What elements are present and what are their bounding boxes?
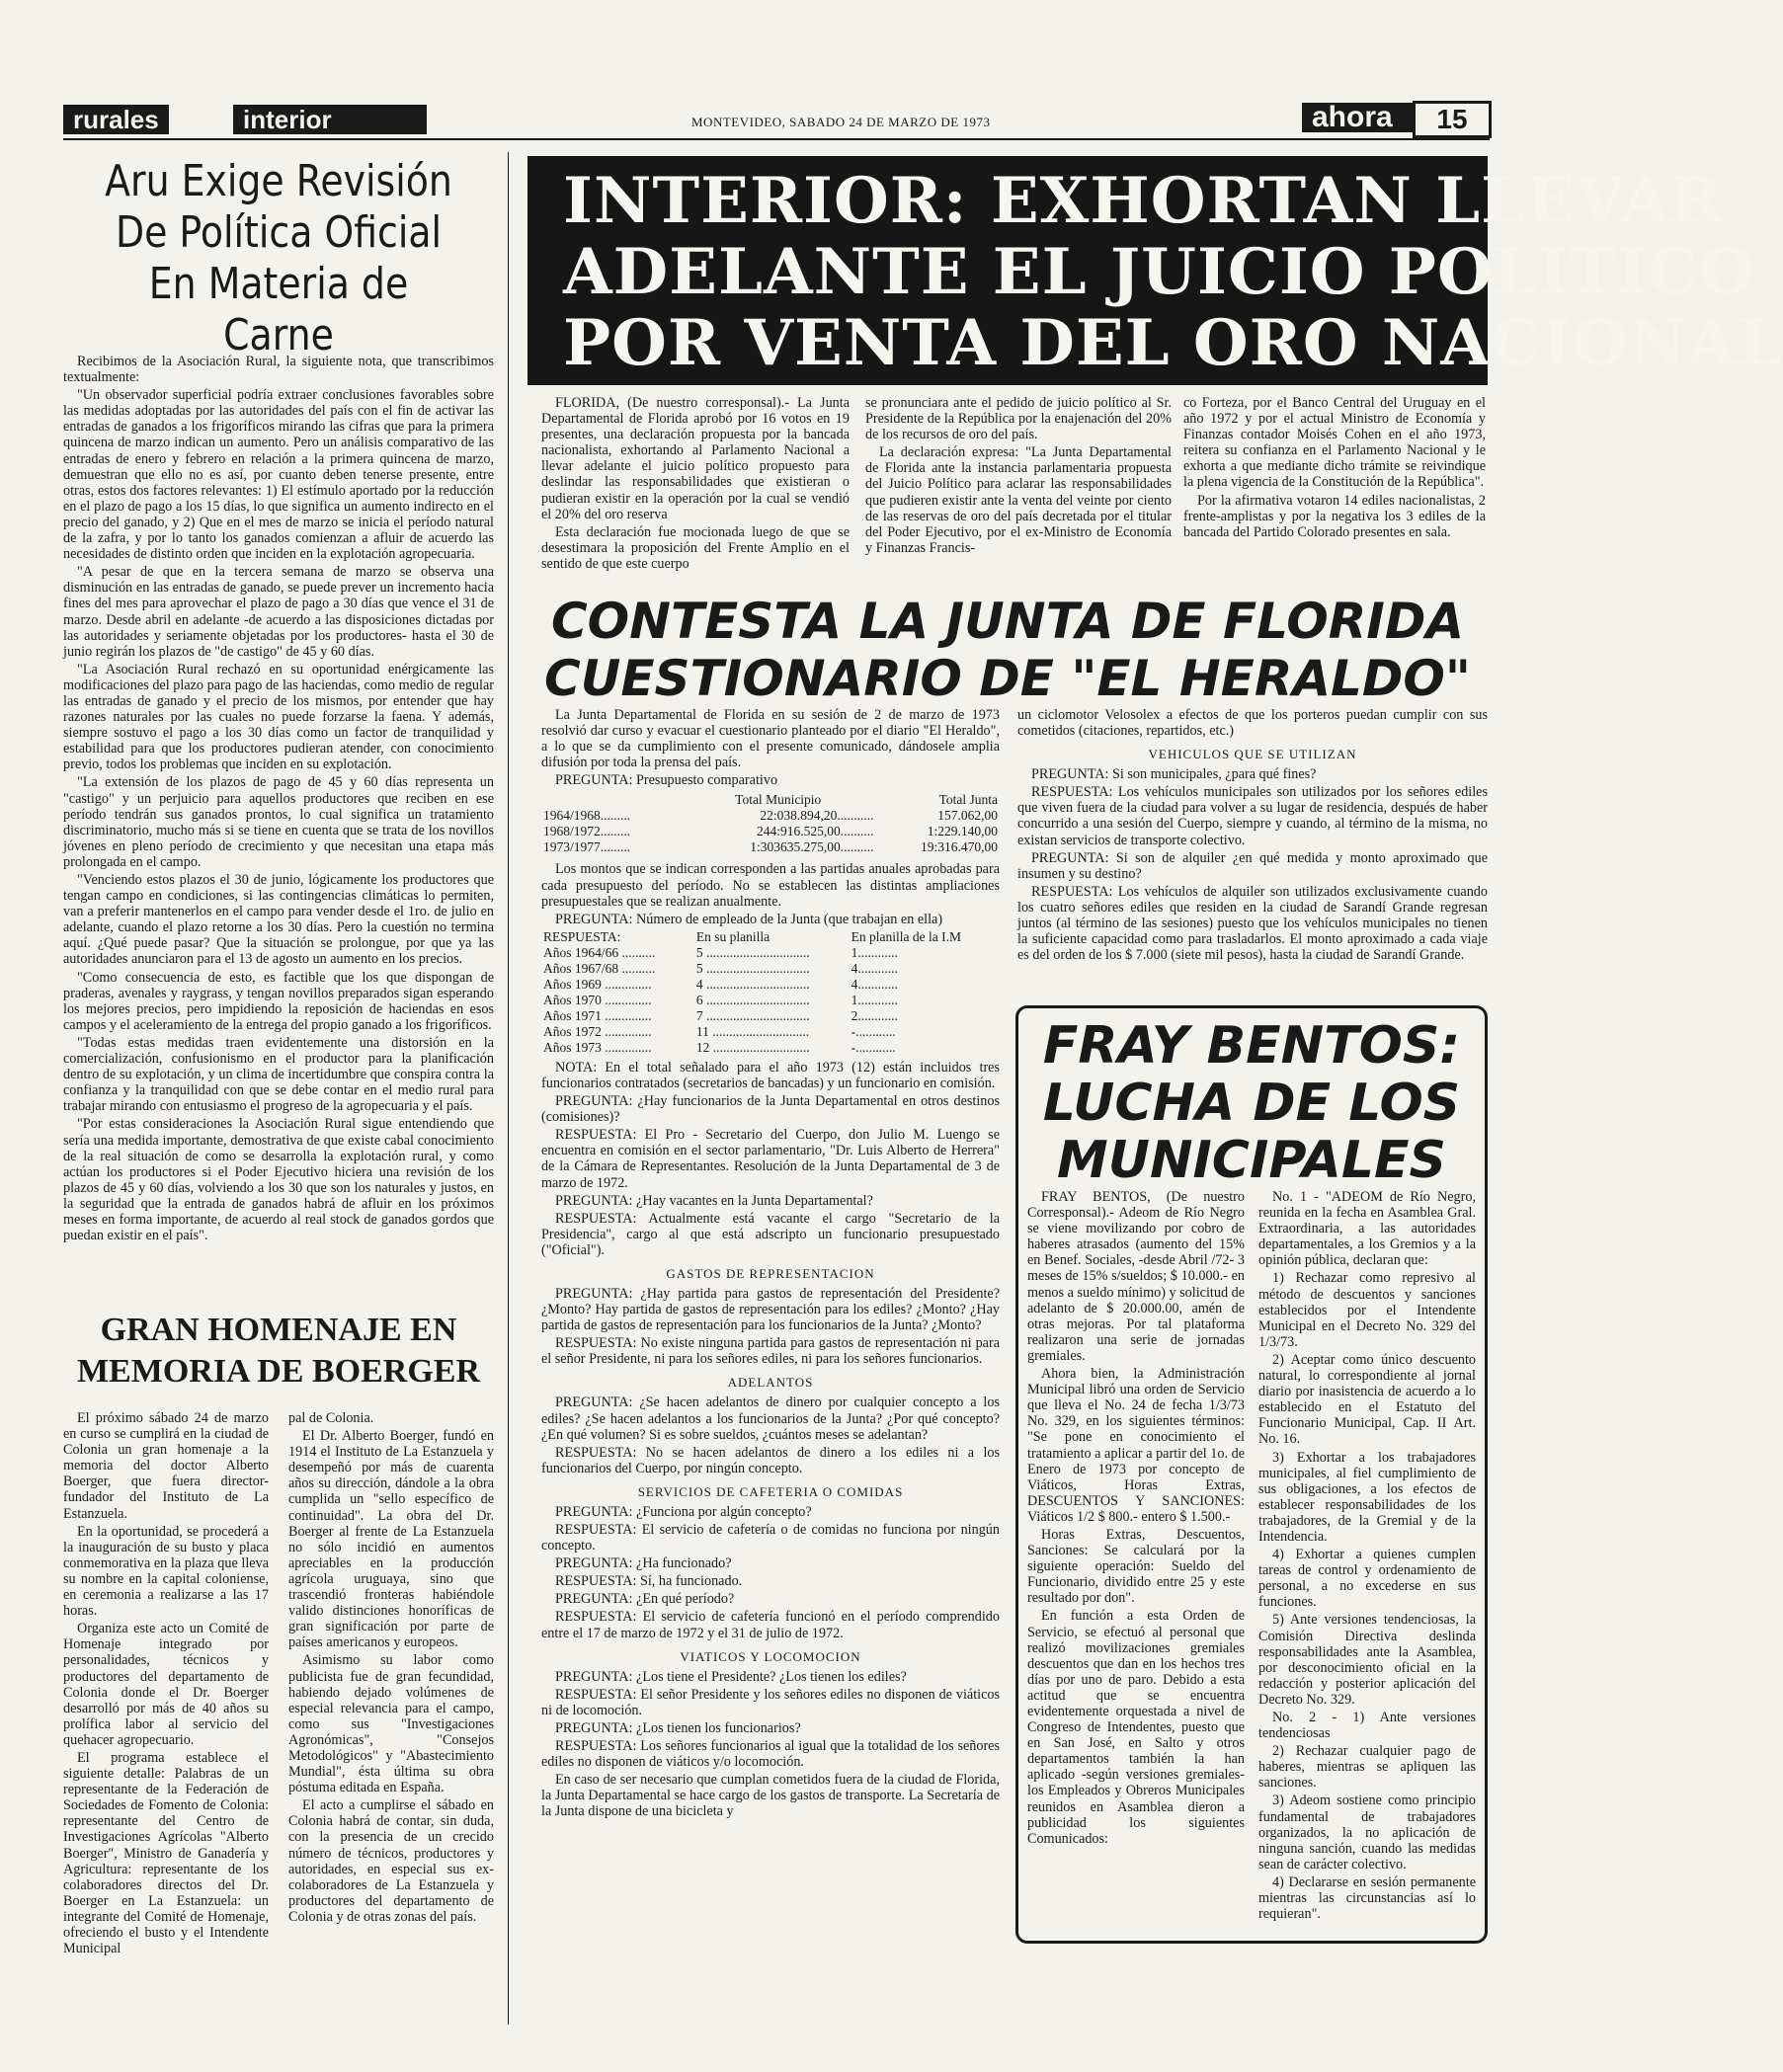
- budget-row: [541, 824, 1000, 839]
- staff-cell: 11 .............................: [695, 1023, 810, 1039]
- heraldo-paragraph: PREGUNTA: ¿Hay partida para gastos de representación del Presidente? ¿Monto? Hay partida de gastos de representación para los ediles? ¿Monto? ¿Hay partida de gastos de representación para los funcionarios de la Junta? ¿Monto?: [541, 1285, 1000, 1334]
- fray-headline-line: FRAY BENTOS:: [1042, 1016, 1461, 1076]
- subheading-viaticos: VIATICOS Y LOCOMOCION: [680, 1648, 861, 1664]
- interior-paragraph: Por la afirmativa votaron 14 ediles nacionalistas, 2 frente-amplistas y por la negativa los 3 ediles de la bancada del Partido Colorado presentes en sala.: [1183, 492, 1486, 540]
- staff-cell: 5 ...............................: [695, 944, 810, 960]
- fray-column-1: [1027, 1189, 1245, 1849]
- heraldo-main-column: [541, 707, 1000, 1822]
- staff-header-cell: En planilla de la I.M: [851, 928, 961, 944]
- aru-paragraph: "La Asociación Rural rechazó en su oportunidad enérgicamente las modificaciones del plazo para pago de las haciendas, como medio de regular las entradas de ganado y el precio de los mismos, por entender que hay razones naturales por las cuales no puede forzarse la faena. Y además, siempre sostuvo el pago a los 30 días como un factor de tranquilidad y estabilidad para que los productores pudieran atender, con conocimiento previo, todos los problemas que inciden en su explotación.: [63, 661, 494, 773]
- staff-table: [541, 929, 1000, 1056]
- staff-cell: 1............: [851, 944, 898, 960]
- fray-paragraph: 5) Ante versiones tendenciosas, la Comisión Directiva deslinda responsabilidades ante la Asamblea, por desconocimiento oficial en la redacción y posterior aplicación del Decreto No. 329.: [1258, 1612, 1476, 1708]
- subheading-vehiculos: VEHICULOS QUE SE UTILIZAN: [1148, 747, 1357, 762]
- interior-paragraph: co Forteza, por el Banco Central del Uruguay en el año 1972 y por el actual Ministro de Economía y Finanzas contador Moisés Cohen en el año 1973, reitera su confianza en el Parlamento Nacional y le exhorta a que mediante dicho trámite se reivindique la plena vigencia de la Constitución de la República".: [1183, 395, 1486, 491]
- heraldo-intro: La Junta Departamental de Florida en su sesión de 2 de marzo de 1973 resolvió dar curso y evacuar el cuestionario planteado por el diario "El Heraldo", a lo que se da cumplimiento con el presente comunicado, dándosele amplia difusión por toda la prensa del país.: [541, 707, 1000, 771]
- staff-cell: 12 .............................: [695, 1039, 810, 1055]
- subheading-cafeteria: SERVICIOS DE CAFETERIA O COMIDAS: [637, 1483, 904, 1499]
- header-rule: [63, 138, 1490, 140]
- interior-column-1: [541, 395, 850, 574]
- staff-row: [541, 977, 1000, 993]
- budget-row: [541, 839, 1000, 855]
- fray-paragraph: 3) Adeom sostiene como principio fundamental de trabajadores organizados, la no aplicación de ninguna sanción, cuando las medidas sean de carácter colectivo.: [1258, 1793, 1476, 1873]
- fray-paragraph: No. 1 - "ADEOM de Río Negro, reunida en la fecha en Asamblea Gral. Extraordinaria, a las autoridades departamentales, a los Gremios y a la opinión pública, declaran que:: [1258, 1189, 1476, 1269]
- fray-headline-line: MUNICIPALES: [1056, 1131, 1447, 1190]
- interior-paragraph: La declaración expresa: "La Junta Departamental de Florida ante la instancia parlamentaria propuesta del Juicio Político para aclarar las responsabilidades que pudieren existir ante la venta del veinte por ciento de las reservas de oro del país decretada por el titular del Poder Ejecutivo, por el ex-Ministro de Economía y Finanzas Francis-: [865, 444, 1172, 556]
- heraldo-paragraph: NOTA: En el total señalado para el año 1973 (12) están incluidos tres funcionarios contratados (secretarios de bancadas) y un funcionario en comisión.: [541, 1059, 1000, 1091]
- heraldo-paragraph: PREGUNTA: ¿Los tienen los funcionarios?: [555, 1719, 801, 1736]
- interior-column-2: [865, 395, 1172, 558]
- aru-paragraph: "A pesar de que en la tercera semana de marzo se observa una disminución en las entradas de ganado, se puede prever un incremento hacia fines del mes para aprovechar el plazo de pago a 30 días que vence el 31 de marzo. Desde abril en adelante -de acuerdo a las disposiciones dictadas por las autoridades y seriamente objetadas por los productores- hasta el 30 de junio regirán los plazos de "de castigo" de 45 y 60 días.: [63, 564, 494, 660]
- staff-cell: 4............: [851, 960, 898, 976]
- staff-header-cell: En su planilla: [695, 928, 770, 944]
- staff-cell: 5 ...............................: [695, 960, 810, 976]
- budget-cell: 22:038.894,20...........: [760, 808, 874, 824]
- page-number: 15: [1413, 101, 1492, 138]
- interior-paragraph: se pronunciara ante el pedido de juicio político al Sr. Presidente de la República por la enajenación del 20% de los recursos de oro del país.: [865, 395, 1172, 443]
- heraldo-paragraph: RESPUESTA: El servicio de cafetería funcionó en el período comprendido entre el 17 de marzo de 1972 y el 31 de julio de 1972.: [541, 1609, 1000, 1641]
- heraldo-paragraph: PREGUNTA: ¿En qué período?: [555, 1591, 735, 1608]
- section-tag-interior: interior: [233, 105, 427, 134]
- heraldo-paragraph: PREGUNTA: ¿Los tiene el Presidente? ¿Los tienen los ediles?: [555, 1668, 907, 1685]
- heraldo-paragraph: PREGUNTA: Si son municipales, ¿para qué fines?: [1031, 766, 1317, 783]
- heraldo-paragraph: RESPUESTA: No existe ninguna partida para gastos de representación ni para el señor Presidente, ni para los señores ediles, ni para los señores funcionarios.: [541, 1335, 1000, 1368]
- homenaje-column-1: [63, 1410, 269, 1958]
- staff-cell: 1............: [851, 992, 898, 1007]
- aru-paragraph: "Por estas consideraciones la Asociación Rural sigue entendiendo que sería una medida importante, demostrativa de que existe cabal conocimiento de la real situación de como se desarrolla la explotación rural, y como actúan los productores si el Poder Ejecutivo hiciera una revisión de los plazos de 45 y 60 días, volviendo a los 30 que son los naturales y justos, en la seguridad que la entrada de ganados habrá de afluir en los próximos meses en forma importante, de acuerdo al real stock de ganados gordos que puedan existir en el país".: [63, 1116, 494, 1244]
- homenaje-paragraph: El acto a cumplirse el sábado en Colonia habrá de contar, sin duda, con la presencia de un crecido número de técnicos, productores y autoridades, en especial sus ex-colaboradores de La Estanzuela y productores del departamento de Colonia y de otras zonas del país.: [288, 1797, 494, 1925]
- heraldo-paragraph: RESPUESTA: Sí, ha funcionado.: [555, 1573, 743, 1590]
- heraldo-paragraph: PREGUNTA: ¿Ha funcionado?: [555, 1555, 732, 1572]
- section-tag-rurales: rurales: [63, 105, 169, 134]
- staff-row: [541, 1024, 1000, 1040]
- homenaje-paragraph: Asimismo su labor como publicista fue de gran fecundidad, habiendo dejado volúmenes de especial relevancia para el campo, como sus "Investigaciones Agronómicas", "Consejos Metodológicos" y "Abastecimiento Mundial", ésta última su obra póstuma editada en España.: [288, 1652, 494, 1796]
- heraldo-paragraph: RESPUESTA: Los vehículos municipales son utilizados por los señores ediles que viven fuera de la ciudad para volver a su lugar de residencia, después de haber concurrido a una sesión del Cuerpo, siempre y cuando, al término de la misma, no existan servicios de transporte colectivo.: [1017, 784, 1488, 848]
- staff-header-row: [541, 929, 1000, 945]
- aru-article-body: [63, 354, 494, 1245]
- budget-cell: 1964/1968.........: [543, 808, 631, 824]
- aru-headline: [63, 156, 494, 361]
- homenaje-paragraph: El programa establece el siguiente detalle: Palabras de un representante de la Federación de Sociedades de Fomento de Colonia: representante del Centro de Investigaciones Agrícolas "Alberto Boerger", Ministro de Ganadería y Agricultura: representante de los colaboradores directos del Dr. Boerger en La Estanzuela: un integrante del Comité de Homenaje, ofreciendo el busto y el Intendente Municipal: [63, 1749, 269, 1957]
- fray-paragraph: 1) Rechazar como represivo al método de descuentos y sanciones establecidos por el Intendente Municipal en el Decreto No. 329 del 1/3/73.: [1258, 1270, 1476, 1350]
- staff-cell: Años 1972 ..............: [543, 1023, 652, 1039]
- fray-headline-line: LUCHA DE LOS: [1042, 1074, 1461, 1133]
- budget-cell: 1:229.140,00: [927, 824, 998, 839]
- banner-line: INTERIOR: EXHORTAN LLEVAR: [563, 164, 1725, 238]
- budget-cell: 19:316.470,00: [920, 839, 998, 855]
- heraldo-paragraph: PREGUNTA: ¿Hay vacantes en la Junta Departamental?: [555, 1192, 873, 1209]
- question: PREGUNTA: Presupuesto comparativo: [555, 772, 778, 789]
- heraldo-paragraph: RESPUESTA: El señor Presidente y los señores ediles no disponen de viáticos ni de locomoción.: [541, 1686, 1000, 1718]
- budget-row: [541, 808, 1000, 824]
- staff-cell: Años 1970 ..............: [543, 992, 652, 1007]
- staff-row: [541, 961, 1000, 977]
- banner-line: ADELANTE EL JUICIO POLITICO: [563, 235, 1755, 309]
- column-divider: [508, 152, 509, 2025]
- heraldo-paragraph: un ciclomotor Velosolex a efectos de que los porteros puedan cumplir con sus cometidos (citaciones, repartidos, etc.): [1017, 707, 1488, 740]
- staff-cell: 4 ...............................: [695, 976, 810, 992]
- heraldo-paragraph: RESPUESTA: El Pro - Secretario del Cuerpo, don Julio M. Luengo se encuentra en comisión en el sector parlamentario, "Dr. Luis Alberto de Herrera" de la Cámara de Representantes. Resolución de la Junta Departamental de 3 de marzo de 1972.: [541, 1127, 1000, 1191]
- staff-cell: Años 1969 ..............: [543, 976, 652, 992]
- staff-row: [541, 993, 1000, 1008]
- aru-paragraph: "Venciendo estos plazos el 30 de junio, lógicamente los productores que tengan campo en condiciones, si las contingencias climáticas lo permiten, van a preferir mantenerlos en el campo para vender desde el 1ro. de julio en adelante, cuando el plazo retorne a los 30 días. Pero la cuestión no termina aquí. ¿Qué puede pasar? Que la situación se prolongue, por que ya las autoridades anunciaron para el 13 de agosto un aumento en los precios.: [63, 872, 494, 968]
- heraldo-paragraph: Los montos que se indican corresponden a las partidas anuales aprobadas para cada presupuesto del período. No se establecen las distintas ampliaciones presupuestales que se realizan anualmente.: [541, 861, 1000, 910]
- heraldo-paragraph: RESPUESTA: Los señores funcionarios al igual que la totalidad de los señores ediles no disponen de viáticos y/o locomoción.: [541, 1738, 1000, 1771]
- banner-line: POR VENTA DEL ORO NACIONAL: [563, 306, 1783, 380]
- budget-cell: 244:916.525,00..........: [757, 824, 874, 839]
- homenaje-headline-line: MEMORIA DE BOERGER: [76, 1353, 481, 1390]
- dateline: MONTEVIDEO, SABADO 24 DE MARZO DE 1973: [691, 115, 991, 129]
- homenaje-paragraph: En la oportunidad, se procederá a la inauguración de su busto y placa conmemorativa en la plaza que lleva su nombre en la capital coloniense, en ceremonia a realizarse a las 17 horas.: [63, 1523, 269, 1620]
- heraldo-paragraph: PREGUNTA: ¿Funciona por algún concepto?: [555, 1503, 812, 1520]
- heraldo-headline-line: CUESTIONARIO DE "EL HERALDO": [544, 650, 1471, 707]
- homenaje-headline-line: GRAN HOMENAJE EN: [100, 1312, 457, 1348]
- homenaje-paragraph: pal de Colonia.: [288, 1410, 374, 1426]
- staff-cell: Años 1971 ..............: [543, 1007, 652, 1023]
- fray-paragraph: Ahora bien, la Administración Municipal libró una orden de Servicio que lleva el No. 24 de fecha 1/3/73 No. 329, en los siguientes términos: "Se pone en conocimiento el tratamiento a aplicar a partir del 1o. de Enero de 1973 por concepto de Viáticos, Horas Extras, DESCUENTOS Y SANCIONES: Viáticos 1/2 $ 800.- entero $ 1.500.-: [1027, 1366, 1245, 1525]
- budget-header-cell: Total Junta: [938, 792, 998, 808]
- budget-table: [541, 792, 1000, 855]
- fray-paragraph: 4) Declararse en sesión permanente mientras las circunstancias así lo requieran".: [1258, 1873, 1476, 1923]
- homenaje-paragraph: El próximo sábado 24 de marzo en curso se cumplirá en la ciudad de Colonia un gran homenaje a la memoria del doctor Alberto Boerger, que fuera director-fundador del Instituto de La Estanzuela.: [63, 1410, 269, 1522]
- homenaje-headline: [63, 1310, 494, 1393]
- staff-cell: Años 1964/66 ..........: [543, 944, 656, 960]
- staff-cell: 7 ...............................: [695, 1007, 810, 1023]
- heraldo-paragraph: RESPUESTA: Los vehículos de alquiler son utilizados exclusivamente cuando los cuatro señores ediles que residen en la ciudad de Sarandí Grande regresan juntos (al término de las sesiones) puesto que los vehículos municipales no tienen la suficiente capacidad como para trasladarlos. El monto aproximado a cada viaje es del orden de los $ 7.000 (siete mil pesos), hasta la ciudad de Sarandí Grande.: [1017, 883, 1488, 964]
- aru-paragraph: "Un observador superficial podría extraer conclusiones favorables sobre las medidas adoptadas por las autoridades del país con el fin de activar las entradas de ganados a los frigoríficos mirando las cifras que para la primera quincena de marzo indican un aumento. Pero un análisis comparativo de las entradas de enero y febrero en relación a la primera quincena de marzo, demuestran que ello no es así, por cuanto deben tenerse presente, entre otras, estos dos factores relevantes: 1) El estímulo aportado por la reducción en el plazo de pago a los 15 días, lo que significa un aumento indirecto en el precio del ganado, y 2) Que en el mes de marzo se inicia el período natural de la zafra, y por lo tanto los ganados comienzan a afluir de acuerdo las necesidades de distinto orden que inciden en la explotación agropecuaria.: [63, 387, 494, 563]
- interior-column-3: [1183, 395, 1486, 542]
- heraldo-paragraph: RESPUESTA: Actualmente está vacante el cargo "Secretario de la Presidencia", cargo al que está adscripto un funcionario presupuestado ("Oficial").: [541, 1210, 1000, 1258]
- brand-logo: ahora: [1302, 103, 1417, 132]
- fray-paragraph: 2) Rechazar cualquier pago de haberes, mientras se apliquen las sanciones.: [1258, 1743, 1476, 1792]
- interior-banner: [527, 156, 1783, 385]
- fray-paragraph: 2) Aceptar como único descuento natural, lo correspondiente al jornal diario por inasistencia de acuerdo a lo establecido en el Estatuto del Funcionario Municipal, Cap. II Art. No. 16.: [1258, 1351, 1476, 1448]
- heraldo-paragraph: En caso de ser necesario que cumplan cometidos fuera de la ciudad de Florida, la Junta Departamental se hace cargo de los gastos de transporte. La Secretaría de la Junta dispone de una bicicleta y: [541, 1772, 1000, 1820]
- aru-paragraph: "La extensión de los plazos de pago de 45 y 60 días representa un "castigo" y un perjuicio para aquellos productores que reciben en ese período tendrán sus ganados prontos, lo cual significa un tratamiento discriminatorio, mucho más si se tiene en cuenta que se trata de los novillos jóvenes en pleno período de crecimiento y que necesitan una etapa más prolongada en el campo.: [63, 774, 494, 870]
- budget-cell: 1973/1977.........: [543, 839, 631, 855]
- staff-cell: -............: [851, 1039, 896, 1055]
- fray-paragraph: En función a esta Orden de Servicio, se efectuó al personal que realizó movilizaciones gremiales descuentos que dan en los hechos tres días por uno de paro. Debido a esta actitud que se encuentra evidentemente orquestada a nivel de Congreso de Intendentes, puesto que en San José, en Salto y otros departamentos también la han aplicado -según versiones gremiales- los Empleados y Obreros Municipales reunidos en Asamblea dieron a publicidad los siguientes Comunicados:: [1027, 1608, 1245, 1847]
- fray-paragraph: FRAY BENTOS, (De nuestro Corresponsal).- Adeom de Río Negro se viene movilizando por cobro de haberes atrasados (aumento del 15% en Benef. Sociales, -desde Abril /72- 3 meses de 15% s/sueldos; $ 10.000.- en menos a sueldo mínimo) y solicitud de adelanto de $ 20.000.00, amén de otras mejoras. Por tal plataforma realizaron una serie de jornadas gremiales.: [1027, 1189, 1245, 1364]
- subheading-gastos: GASTOS DE REPRESENTACION: [666, 1265, 875, 1281]
- budget-cell: 1968/1972.........: [543, 824, 631, 839]
- heraldo-paragraph: PREGUNTA: ¿Hay funcionarios de la Junta Departamental en otros destinos (comisiones)?: [541, 1093, 1000, 1126]
- staff-cell: 4............: [851, 976, 898, 992]
- fray-paragraph: 3) Exhortar a los trabajadores municipales, al fiel cumplimiento de sus obligaciones, a los efectos de establecer responsabilidades de los trabajadores, de la Gremial y de la Intendencia.: [1258, 1449, 1476, 1545]
- heraldo-paragraph: PREGUNTA: Si son de alquiler ¿en qué medida y monto aproximado que insumen y su destino?: [1017, 849, 1488, 882]
- budget-header-row: [541, 792, 1000, 808]
- interior-paragraph: Esta declaración fue mocionada luego de que se desestimara la proposición del Frente Amplio en el sentido de que este cuerpo: [541, 523, 850, 572]
- aru-headline-line: Aru Exige Revisión: [105, 156, 452, 206]
- fray-paragraph: Horas Extras, Descuentos, Sanciones: Se calculará por la siguiente operación: Sueldo del Funcionario, dividido entre 25 y este resultado por don".: [1027, 1526, 1245, 1607]
- interior-paragraph: FLORIDA, (De nuestro corresponsal).- La Junta Departamental de Florida aprobó por 16 votos en 19 presentes, una declaración propuesta por la bancada nacionalista, exhortando al Parlamento Nacional a llevar adelante el juicio político propuesto para deslindar las responsabilidades que existieran o pudieran existir en la operación por la cual se vendió el 20% del oro reserva: [541, 395, 850, 522]
- homenaje-paragraph: Organiza este acto un Comité de Homenaje integrado por personalidades, técnicos y productores del departamento de Colonia donde el Dr. Boerger desarrolló por más de 40 años su prolífica labor al servicio del quehacer agropecuario.: [63, 1621, 269, 1748]
- staff-cell: Años 1967/68 ..........: [543, 960, 656, 976]
- budget-header-cell: [541, 792, 681, 808]
- budget-cell: 1:303635.275,00..........: [750, 839, 874, 855]
- heraldo-headline-line: CONTESTA LA JUNTA DE FLORIDA: [550, 593, 1465, 650]
- heraldo-paragraph: RESPUESTA: El servicio de cafetería o de comidas no funciona por ningún concepto.: [541, 1522, 1000, 1554]
- fray-paragraph: 4) Exhortar a quienes cumplen tareas de control y ordenamiento de personal, a no excederse en sus funciones.: [1258, 1547, 1476, 1611]
- heraldo-headline: [527, 593, 1488, 707]
- question: PREGUNTA: Número de empleado de la Junta (que trabajan en ella): [555, 911, 943, 927]
- heraldo-paragraph: RESPUESTA: No se hacen adelantos de dinero a los ediles ni a los funcionarios del Cuerpo, por ningún concepto.: [541, 1444, 1000, 1476]
- staff-cell: Años 1973 ..............: [543, 1039, 652, 1055]
- aru-paragraph: "Como consecuencia de esto, es factible que los que dispongan de praderas, avenales y raygrass, y tengan novillos preparados sigan esperando los mejores precios, pero impidiendo la reposición de haciendas en esos campos y el aceleramiento de la entrega del propio ganado a los frigoríficos.: [63, 969, 494, 1033]
- heraldo-paragraph: PREGUNTA: ¿Se hacen adelantos de dinero por cualquier concepto a los ediles? ¿Se hacen adelantos a los funcionarios de la Junta? ¿Por qué concepto? ¿En qué volumen? Si es sobre sueldos, ¿cuántos meses se adelantan?: [541, 1395, 1000, 1443]
- aru-paragraph: "Todas estas medidas traen evidentemente una distorsión en la comercialización, confusionismo en el productor para la planificación dentro de su explotación, y un clima de incertidumbre que conspira contra la confianza y la tranquilidad con que se debe contar en el medio rural para trabajar mirando con entusiasmo el progreso de la agropecuaria y el país.: [63, 1034, 494, 1115]
- staff-header-cell: RESPUESTA:: [543, 928, 621, 944]
- fray-headline: [1027, 1017, 1476, 1189]
- staff-row: [541, 945, 1000, 961]
- fray-paragraph: No. 2 - 1) Ante versiones tendenciosas: [1258, 1710, 1476, 1742]
- subheading-adelantos: ADELANTOS: [727, 1375, 814, 1391]
- fray-column-2: [1258, 1189, 1476, 1924]
- staff-row: [541, 1008, 1000, 1024]
- staff-cell: 2............: [851, 1007, 898, 1023]
- aru-headline-line: En Materia de Carne: [148, 259, 409, 360]
- staff-row: [541, 1040, 1000, 1056]
- homenaje-paragraph: El Dr. Alberto Boerger, fundó en 1914 el Instituto de La Estanzuela y desempeñó por más de cuarenta años su dirección, dándole a la obra cumplida un "sello específico de continuidad". La obra del Dr. Boerger al frente de La Estanzuela no sólo incidió en aumentos apreciables en la producción agrícola uruguaya, sino que trascendió fronteras habiéndole valido distinciones honoríficas de gran significación por parte de países americanos y europeos.: [288, 1428, 494, 1651]
- budget-header-cell: Total Municipio: [735, 792, 822, 808]
- homenaje-column-2: [288, 1410, 494, 1927]
- staff-cell: -............: [851, 1023, 896, 1039]
- heraldo-right-column: [1017, 707, 1488, 965]
- aru-headline-line: De Política Oficial: [115, 207, 443, 258]
- budget-cell: 157.062,00: [937, 808, 998, 824]
- aru-paragraph: Recibimos de la Asociación Rural, la siguiente nota, que transcribimos textualmente:: [63, 354, 494, 386]
- staff-cell: 6 ...............................: [695, 992, 810, 1007]
